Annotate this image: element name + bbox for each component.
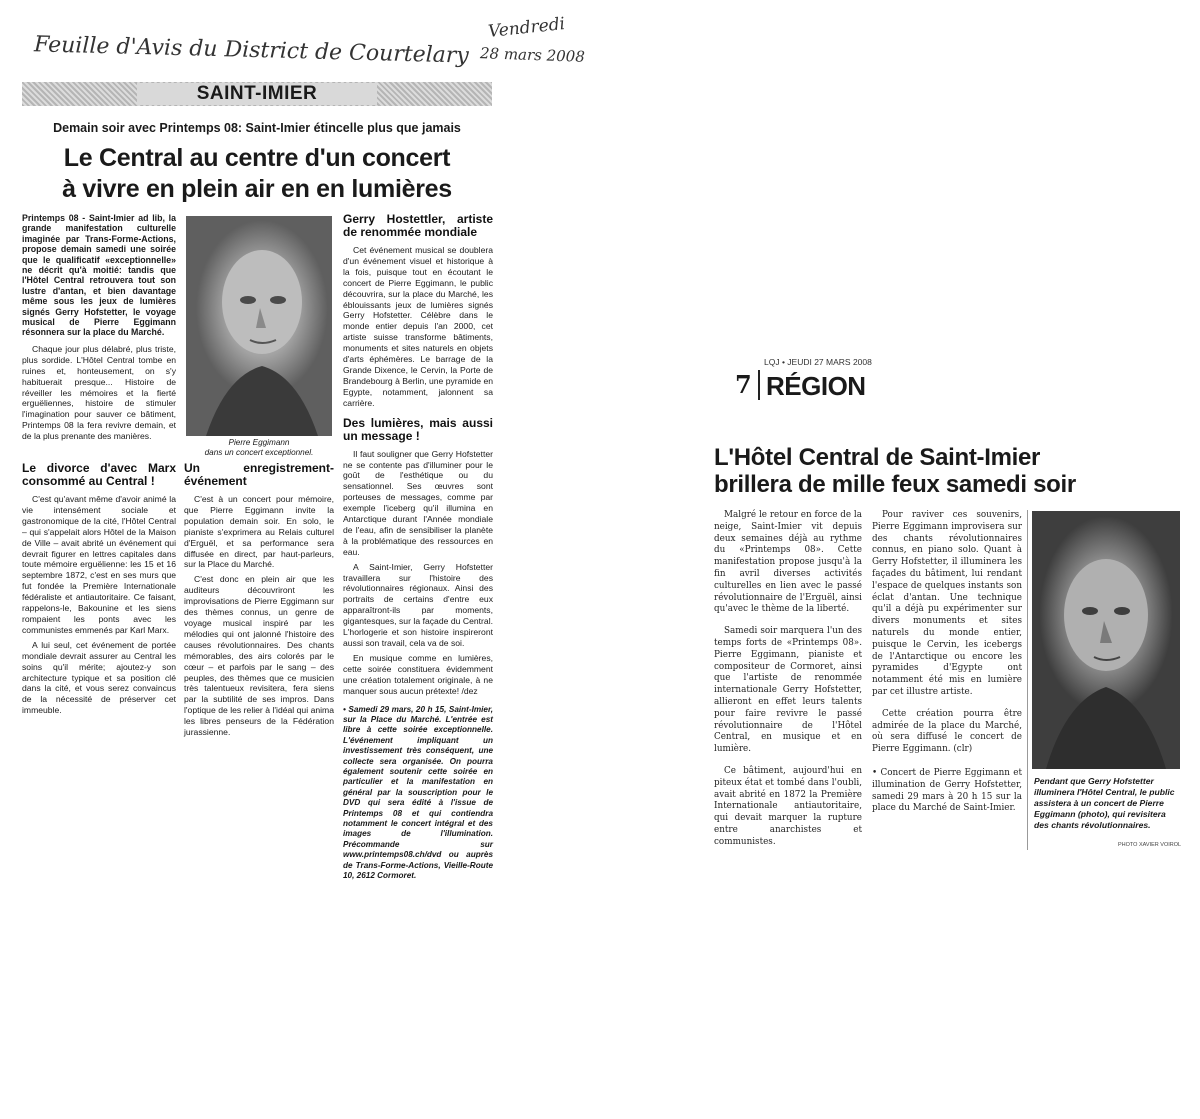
kicker: Demain soir avec Printemps 08: Saint-Imier étincelle plus que jamais — [53, 121, 461, 135]
eggimann-photo — [186, 216, 332, 436]
gerry-heading: Gerry Hostettler, artiste de renommée mondiale — [343, 212, 493, 239]
event-info: • Samedi 29 mars, 20 h 15, Saint-Imier, sur la Place du Marché. L'entrée est libre à cette soirée exceptionnelle. L'événement impliquant un investissement très conséquent, une collecte sera organisée. On pourra également soutenir cette soirée en particulier et la manifestation en général par la souscription pour le DVD qui sera édité à l'issue de Printemps 08 et qui contiendra notamment le concert intégral et des images de l'illumination. Précommande sur www.printemps08.ch/dvd ou auprès de Trans-Forme-Actions, Vieille-Route 10, 2612 Cormoret. — [343, 704, 493, 881]
right-col1-paragraph-1: Malgré le retour en force de la neige, Saint-Imier vit depuis deux semaines déjà au rythme du «Printemps 08». Cette manifestation propose jusqu'à la fin avril diverses activités culturelles en lien avec le passé révolutionnaire de l'Erguël, ainsi qu'avec le thème de la liberté. — [714, 510, 862, 615]
section-banner-label: SAINT-IMIER — [137, 83, 377, 105]
right-col2-info: • Concert de Pierre Eggimann et illumination de Gerry Hofstetter, samedi 29 mars à 20 h 15 sur la place du Marché de Saint-Imier. — [872, 767, 1022, 814]
right-column-rule — [1027, 510, 1028, 850]
right-col2-paragraph-2: Cette création pourra être admirée de la place du Marché, où sera diffusé le concert de Pierre Eggimann. (clr) — [872, 708, 1022, 755]
lumieres-paragraph-3: En musique comme en lumières, cette soirée constituera évidemment une création totalement originale, à ne manquer sous aucun prétexte! /dez — [343, 652, 493, 696]
right-photo — [1032, 511, 1180, 769]
right-col2-paragraph-1: Pour raviver ces souvenirs, Pierre Eggimann improvisera sur des chants révolutionnaires connus, en piano solo. Quant à Gerry Hofstetter, il illuminera les façades du bâtiment, lui rendant l'espace de quelques instants son éclat d'antan. Une technique qu'il a déjà pu expérimenter sur divers monuments et sites naturels du monde entier, puisque le Cervin, les icebergs de l'Antarctique ou encore les pyramides d'Egypte ont notamment été mis en lumière par cet illustre artiste. — [872, 510, 1022, 697]
divorce-paragraph-1: C'est qu'avant même d'avoir animé la vie intensément sociale et gastronomique de la cité, l'Hôtel Central – qui s'appelait alors Hôtel de la Maison de Ville – avait abrité un événement qui devrait figurer en lettres capitales dans toute mémoire erguëlienne: les 15 et 16 septembre 1872, c'est en ses murs que fut fondée la Première Internationale fédéraliste et antiautoritaire. Ce faisant, rappelons-le, Bakounine et les siens rompaient les ponts avec les communistes emmenés par Karl Marx. — [22, 494, 176, 635]
right-col1-paragraph-3: Ce bâtiment, aujourd'hui en piteux état et tombé dans l'oubli, avait abrité en 1872 la Première Internationale antiautoritaire, qui devait marquer la rupture entre anarchistes et communistes. — [714, 765, 862, 847]
section-banner — [22, 82, 492, 106]
enregistrement-column — [184, 462, 334, 738]
gerry-column — [343, 213, 493, 881]
headline — [22, 143, 492, 205]
divorce-heading: Le divorce d'avec Marx consommé au Central ! — [22, 461, 176, 488]
lead-column — [22, 213, 176, 442]
divorce-paragraph-2: A lui seul, cet événement de portée mondiale devrait assurer au Central les soins qu'il mérite; ajoutez-y son architecture typique et sa position clé dans la cité, et vous serez convaincus de la nécessité de préserver cet immeuble. — [22, 639, 176, 716]
photo-caption-name: Pierre Eggimann — [228, 438, 290, 447]
enregistrement-heading: Un enregistrement-événement — [184, 461, 334, 488]
handwritten-source: Feuille d'Avis du District de Courtelary — [33, 32, 470, 69]
gerry-paragraph: Cet événement musical se doublera d'un événement visuel et historique à la fois, puisque tout en écoutant le concert de Pierre Eggimann, le public découvrira, sur la place du Marché, les éblouissants jeux de lumières signés Gerry Hofstetter. Célèbre dans le monde entier depuis l'an 2000, cet artiste suisse transforme bâtiments, monuments et sites naturels en objets d'arts éphémères. Le barrage de la Grande Dixence, le Cervin, la Porte de Brandebourg à Berlin, une pyramide en Egypte, notamment, jalonnent sa carrière. — [343, 245, 494, 408]
lumieres-paragraph-2: A Saint-Imier, Gerry Hofstetter travaillera sur l'histoire des révolutionnaires régionaux. Ainsi des portraits de certains d'entre eux apparaîtront-ils par moments, gigantesques, sur la façade du Central. L'horlogerie et son histoire inspireront aussi son travail, cela va de soi. — [343, 561, 493, 648]
portrait-silhouette-icon — [186, 216, 332, 436]
photo-caption-text: dans un concert exceptionnel. — [204, 448, 314, 458]
lumieres-heading: Des lumières, mais aussi un message ! — [343, 415, 493, 443]
right-headline-line-2: brillera de mille feux samedi soir — [714, 471, 1076, 498]
masthead: LQJ • JEUDI 27 MARS 2008 — [764, 357, 872, 367]
right-column-2 — [872, 510, 1022, 815]
divorce-column — [22, 462, 176, 716]
section-title: RÉGION — [766, 371, 866, 401]
handwritten-weekday: Vendredi — [487, 14, 566, 42]
section-divider — [758, 370, 760, 400]
headline-line-2: à vivre en plein air en en lumières — [62, 175, 452, 203]
right-col1-paragraph-2: Samedi soir marquera l'un des temps forts de «Printemps 08». Pierre Eggimann, pianiste et compositeur de Cormoret, ainsi que l'artiste de renommée internationale Gerry Hofstetter, allieront en effet leurs talents pour faire revivre le passé révolutionnaire de l'Hôtel Central, en musique et en lumière. — [714, 626, 862, 755]
right-photo-credit: PHOTO XAVIER VOIROL — [1118, 842, 1182, 848]
lead-paragraph: Printemps 08 - Saint-Imier ad lib, la grande manifestation culturelle imaginée par Trans-Forme-Actions, propose demain samedi une soirée que le qualificatif «exceptionnelle» ne décrit qu'à moitié: tandis que l'Hôtel Central retrouvera tout son lustre d'antan, et bien davantage même sous les jeux de lumières signés Gerry Hofstetter, le voyage musical de Pierre Eggimann résonnera sur la place du Marché. — [22, 213, 176, 338]
enregistrement-paragraph-1: C'est à un concert pour mémoire, que Pierre Eggimann invite la population demain soir. En solo, le pianiste s'exprimera au Relais culturel d'Erguël, et sa performance sera diffusée en direct, par haut-parleurs, sur la Place du Marché. — [184, 494, 334, 570]
lumieres-paragraph-1: Il faut souligner que Gerry Hofstetter ne se contente pas d'illuminer pour le goût de l'esthétique ou du sensationnel. Ses œuvres sont porteuses de messages, comme par exemple l'iceberg qu'il illumina en Antarctique durant l'Année mondiale de l'eau, afin de sensibiliser la planète à la problématique des ressources en eau. — [343, 448, 493, 557]
portrait-face-icon — [1032, 511, 1180, 769]
right-column-1 — [714, 510, 862, 849]
right-photo-caption: Pendant que Gerry Hofstetter illuminera l'Hôtel Central, le public assistera à un concert de Pierre Eggimann (photo), qui revisitera des chants révolutionnaires. — [1034, 776, 1175, 830]
photo-caption — [186, 438, 332, 459]
handwritten-date: 28 mars 2008 — [479, 44, 586, 66]
intro-paragraph: Chaque jour plus délabré, plus triste, plus sordide. L'Hôtel Central tombe en ruines et, honteusement, on s'y habituerait presque... Histoire de réveiller les mémoires et la fierté erguëliennes, histoire de stimuler l'imagination pour sauver ce bâtiment, Printemps 08 la fera revivre demain, et de la plus prenante des manières. — [22, 343, 176, 442]
right-headline — [714, 444, 1134, 498]
headline-line-1: Le Central au centre d'un concert — [63, 144, 451, 172]
right-headline-line-1: L'Hôtel Central de Saint-Imier — [714, 444, 1041, 471]
enregistrement-paragraph-2: C'est donc en plein air que les auditeurs découvriront les improvisations de Pierre Eggimann sur des thèmes connus, un genre de voyage musical inspiré par les mélodies qui ont jalonné l'histoire des causes révolutionnaires. Des chants mémorables, des airs colorés par le cœur – et parfois par le sang – des peuples, des thèmes que ce musicien très talentueux revisitera, fera siens par la subtilité de ses impros. Dans l'optique de les relier à l'idéal qui anima les libres penseurs de la Fédération jurassienne. — [184, 574, 334, 738]
page-number: 7 — [735, 370, 752, 399]
